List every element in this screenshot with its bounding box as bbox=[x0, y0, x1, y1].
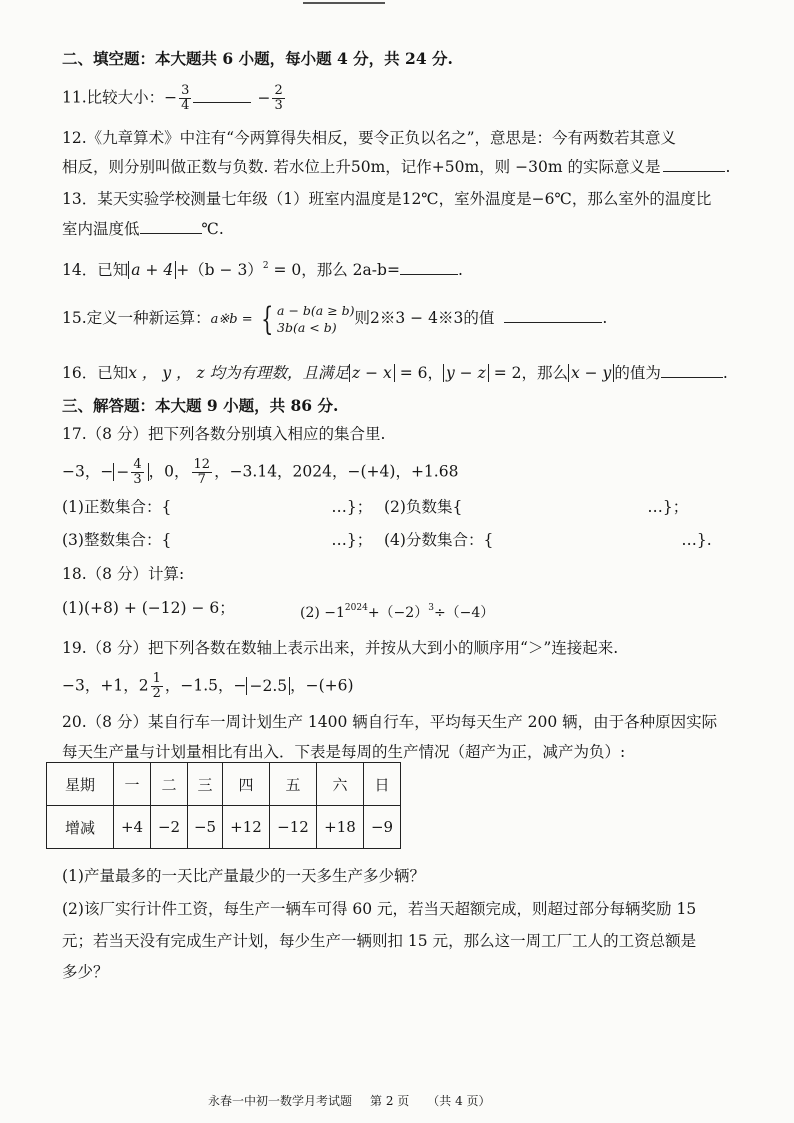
q19-den: 2 bbox=[152, 686, 161, 701]
q11-answer-blank[interactable] bbox=[193, 87, 251, 103]
question-14 bbox=[62, 256, 463, 280]
table-cell: 三 bbox=[188, 763, 223, 806]
q16-eq1: = 6， bbox=[394, 364, 443, 382]
q19-n-pre: −3，+1，2 bbox=[62, 676, 149, 695]
footer-page-number: 第 2 页 bbox=[370, 1094, 410, 1108]
q11-a-den: 4 bbox=[181, 98, 190, 113]
q16-pre: 16．已知 bbox=[62, 364, 129, 382]
q15-op: a※b = bbox=[210, 312, 253, 327]
q15-brace: { bbox=[260, 300, 273, 338]
production-table bbox=[46, 762, 401, 849]
table-row bbox=[47, 763, 401, 806]
table-cell: 增减 bbox=[47, 806, 114, 849]
q16-end: . bbox=[722, 364, 728, 382]
q12-line2 bbox=[62, 156, 730, 177]
q19-fraction bbox=[151, 672, 163, 701]
table-cell: −12 bbox=[270, 806, 317, 849]
q16-answer-blank[interactable] bbox=[661, 362, 723, 378]
q16-eq2: = 2，那么 bbox=[488, 364, 568, 382]
q11-fraction-a bbox=[179, 84, 191, 113]
q20-line2: 每天生产量与计划量相比有出入．下表是每周的生产情况（超产为正，减产为负）: bbox=[62, 743, 626, 761]
q17-n4-fraction bbox=[192, 458, 213, 487]
q17-s2-end: …}； bbox=[647, 498, 689, 516]
q18-p2-exp: 2024 bbox=[344, 603, 368, 613]
q17-s4-label: (4)分数集合：{ bbox=[384, 531, 494, 549]
table-cell: −5 bbox=[188, 806, 223, 849]
q14-eq: = 0，那么 2a-b= bbox=[268, 261, 400, 279]
question-16 bbox=[62, 362, 728, 383]
q17-n5: ，−3.14，2024，−(+4)，+1.68 bbox=[214, 462, 459, 481]
table-cell: 日 bbox=[364, 763, 401, 806]
table-row bbox=[47, 806, 401, 849]
q11-fraction-b bbox=[272, 84, 284, 113]
q14-abs: a + 4 bbox=[128, 261, 176, 279]
q17-set-negative bbox=[384, 497, 688, 517]
question-11 bbox=[62, 84, 287, 113]
footer-total-pages: （共 4 页） bbox=[427, 1094, 491, 1108]
q15-answer-blank[interactable] bbox=[504, 307, 602, 323]
q12-end: . bbox=[725, 158, 731, 176]
q13-line1: 13．某天实验学校测量七年级（1）班室内温度是12℃，室外温度是−6℃，那么室外的温度比 bbox=[62, 190, 712, 208]
q17-n2-sign: − bbox=[100, 462, 114, 481]
q13-line2-pre: 室内温度低 bbox=[62, 220, 140, 238]
q17-n2-inner-sign: − bbox=[116, 462, 130, 481]
q14-pre: 14．已知 bbox=[62, 261, 129, 279]
q11-prefix: 11.比较大小： bbox=[62, 88, 165, 107]
q13-line2 bbox=[62, 218, 224, 239]
q12-line1: 12.《九章算术》中注有“今两算得失相反，要令正负以名之”，意思是：今有两数若其意义 bbox=[62, 129, 677, 147]
table-cell: 六 bbox=[317, 763, 364, 806]
q17-s2-label: (2)负数集{ bbox=[384, 498, 463, 516]
q17-stem: 17.（8 分）把下列各数分别填入相应的集合里. bbox=[62, 425, 386, 443]
q11-a-sign: − bbox=[164, 88, 178, 107]
q16-post: 的值为 bbox=[614, 364, 661, 382]
q11-b-num: 2 bbox=[274, 83, 283, 98]
q16-abs2: y − z bbox=[443, 364, 489, 382]
q19-num: 1 bbox=[152, 671, 161, 686]
q18-part1: (1)(+8) + (−12) − 6； bbox=[62, 599, 235, 617]
q18-p2-post: +（−2） bbox=[367, 605, 429, 621]
table-cell: −2 bbox=[151, 806, 188, 849]
q17-n2-num: 4 bbox=[133, 457, 142, 472]
q17-s4-end: …}. bbox=[681, 531, 712, 549]
q18-p2-pre: (2) −1 bbox=[300, 605, 345, 621]
q20-line1: 20.（8 分）某自行车一周计划生产 1400 辆自行车，平均每天生产 200 辆，由于各种原因实际 bbox=[62, 713, 718, 731]
q20-sub2-line1: (2)该厂实行计件工资，每生产一辆车可得 60 元，若当天超额完成，则超过部分每辆奖励 15 bbox=[62, 900, 697, 918]
q17-set-fraction bbox=[384, 530, 712, 550]
q18-stem: 18.（8 分）计算: bbox=[62, 565, 185, 583]
q13-line2-post: ℃. bbox=[201, 220, 224, 238]
table-cell: 四 bbox=[223, 763, 270, 806]
q17-s3-label: (3)整数集合：{ bbox=[62, 531, 172, 549]
q15-piecewise bbox=[257, 302, 355, 336]
q19-n-post: ，−(+6) bbox=[290, 676, 354, 695]
q14-answer-blank[interactable] bbox=[400, 259, 458, 275]
q15-post: 则2※3 − 4※3的值 bbox=[354, 309, 495, 327]
q15-case1: a − b(a ≥ b) bbox=[277, 303, 355, 318]
table-cell: 五 bbox=[270, 763, 317, 806]
table-cell: 星期 bbox=[47, 763, 114, 806]
q18-part2 bbox=[300, 598, 494, 623]
table-cell: +18 bbox=[317, 806, 364, 849]
q17-n4-num: 12 bbox=[193, 457, 211, 472]
table-cell: 二 bbox=[151, 763, 188, 806]
q19-stem: 19.（8 分）把下列各数在数轴上表示出来，并按从大到小的顺序用“＞”连接起来. bbox=[62, 639, 619, 657]
table-cell: +4 bbox=[114, 806, 151, 849]
q20-sub2-line3: 多少？ bbox=[62, 963, 109, 981]
q11-b-sign: − bbox=[257, 88, 271, 107]
q17-n4-den: 7 bbox=[197, 472, 206, 487]
top-rule bbox=[303, 2, 385, 4]
section3-heading: 三、解答题：本大题 9 小题，共 86 分. bbox=[62, 396, 339, 415]
question-15 bbox=[62, 302, 607, 336]
q17-s3-end: …}； bbox=[331, 531, 373, 549]
q15-case2: 3b(a < b) bbox=[277, 320, 337, 335]
q16-abs3: x − y bbox=[568, 364, 614, 382]
q17-n1: −3， bbox=[62, 462, 101, 481]
q17-s1-end: …}； bbox=[331, 498, 373, 516]
section2-heading: 二、填空题：本大题共 6 小题，每小题 4 分，共 24 分. bbox=[62, 49, 453, 68]
q17-numbers bbox=[62, 458, 458, 487]
q19-abs: −2.5 bbox=[246, 677, 290, 695]
q13-answer-blank[interactable] bbox=[140, 218, 202, 234]
table-cell: −9 bbox=[364, 806, 401, 849]
q12-answer-blank[interactable] bbox=[663, 156, 725, 172]
q17-n3: ，0， bbox=[148, 462, 190, 481]
q20-sub2-line2: 元；若当天没有完成生产计划，每少生产一辆则扣 15 元，那么这一周工厂工人的工资总额是 bbox=[62, 932, 697, 950]
q19-n-mid: ，−1.5，− bbox=[164, 676, 247, 695]
q12-line2-text: 相反，则分别叫做正数与负数. 若水位上升50m，记作+50m，则 −30m 的实际意义是 bbox=[62, 158, 661, 176]
q18-p2-exp2: 3 bbox=[428, 603, 434, 613]
q17-n2-abs bbox=[113, 457, 148, 487]
q20-sub1: (1)产量最多的一天比产量最少的一天多生产多少辆？ bbox=[62, 867, 425, 885]
q17-set-positive bbox=[62, 497, 372, 517]
page-footer bbox=[208, 1092, 509, 1109]
footer-exam-title: 永春一中初一数学月考试题 bbox=[208, 1094, 353, 1108]
q17-n2-den: 3 bbox=[133, 472, 142, 487]
q11-a-num: 3 bbox=[181, 83, 190, 98]
q15-pre: 15.定义一种新运算： bbox=[62, 309, 211, 327]
q14-mid: +（b − 3） bbox=[176, 261, 263, 279]
q18-p2-end: ÷（−4） bbox=[433, 605, 495, 621]
q16-abs1: z − x bbox=[349, 364, 395, 382]
q14-exp: 2 bbox=[262, 261, 269, 271]
q16-vars: x ， y ， z 均为有理数，且满足 bbox=[128, 364, 350, 382]
q11-b-den: 3 bbox=[274, 98, 283, 113]
table-cell: +12 bbox=[223, 806, 270, 849]
table-cell: 一 bbox=[114, 763, 151, 806]
q14-end: . bbox=[457, 261, 463, 279]
q17-set-integer bbox=[62, 530, 372, 550]
q17-s1-label: (1)正数集合：{ bbox=[62, 498, 172, 516]
q19-numbers bbox=[62, 672, 354, 701]
q15-end: . bbox=[602, 309, 608, 327]
